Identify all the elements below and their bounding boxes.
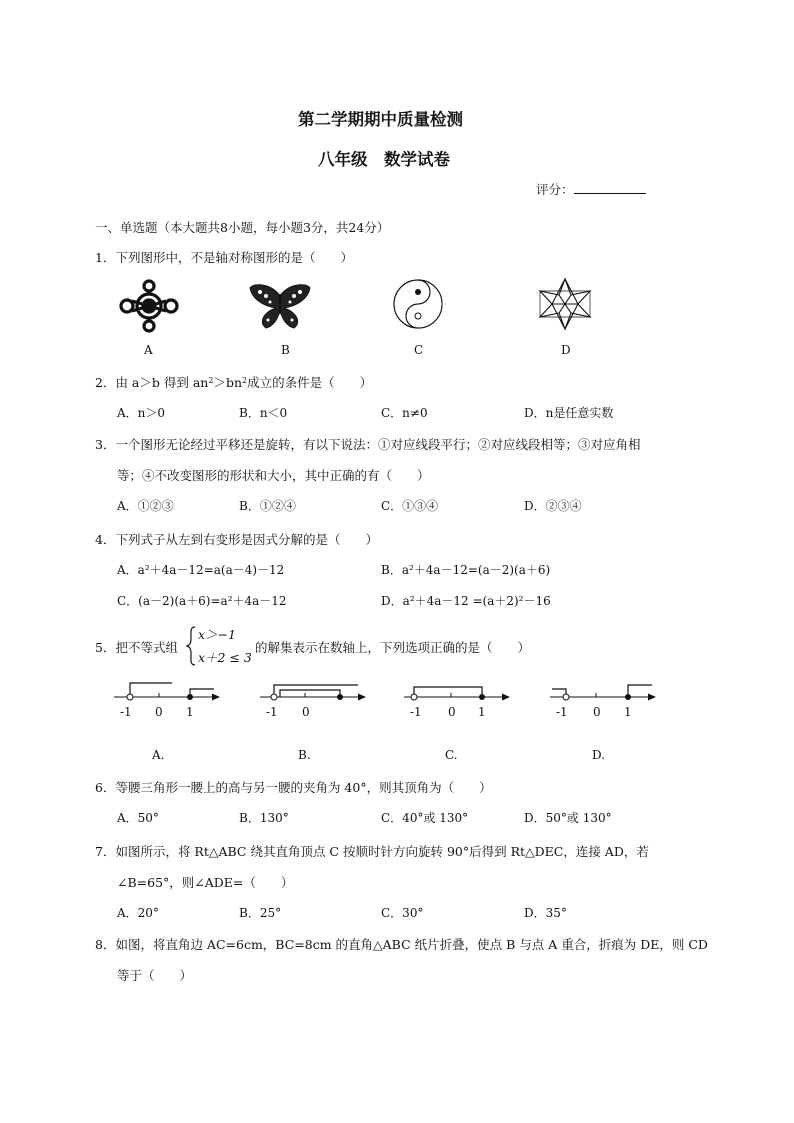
star-polyhedron-figure: [538, 277, 592, 331]
exam-title: 第二学期期中质量检测: [298, 110, 463, 129]
system-brace: [186, 626, 196, 666]
q2-option-d: D．n是任意实数: [524, 406, 614, 420]
butterfly-figure: [248, 282, 312, 330]
q5-label-a: A.: [152, 748, 165, 762]
nl-a-tick-0: 0: [155, 705, 163, 719]
q4-option-d: D．a²＋4a－12 =(a＋2)²－16: [381, 594, 551, 608]
q5-label-d: D.: [592, 748, 606, 762]
nl-c-tick-m1: -1: [410, 705, 422, 719]
question-4: 4．下列式子从左到右变形是因式分解的是（ ）: [95, 532, 378, 547]
question-8-line2: 等于（ ）: [117, 968, 193, 983]
q7-option-d: D．35°: [524, 906, 567, 920]
question-3-line1: 3．一个图形无论经过平移还是旋转，有以下说法：①对应线段平行；②对应线段相等；③对应角相: [95, 437, 641, 452]
q4-option-b: B．a²＋4a－12=(a－2)(a＋6): [381, 563, 551, 577]
score-blank: [574, 180, 646, 194]
q7-option-b: B．25°: [239, 906, 282, 920]
q7-option-c: C．30°: [381, 906, 424, 920]
q5-label-c: C.: [445, 748, 458, 762]
section-heading: 一、单选题（本大题共8小题，每小题3分，共24分）: [95, 220, 390, 235]
question-1: 1．下列图形中，不是轴对称图形的是（ ）: [95, 250, 353, 265]
nl-b-tick-m1: -1: [266, 705, 278, 719]
q5-label-b: B.: [298, 748, 311, 762]
nl-a-tick-m1: -1: [120, 705, 132, 719]
q2-text-b: ＞bn: [213, 375, 242, 390]
nl-b-tick-0: 0: [302, 705, 310, 719]
question-2: [95, 373, 372, 391]
exam-subtitle: 八年级 数学试卷: [318, 150, 450, 169]
score-label: 评分：: [536, 182, 574, 197]
q2-sup-2: 2: [242, 376, 248, 385]
q1-label-c: C: [414, 343, 424, 357]
q3-option-d: D．②③④: [524, 499, 582, 513]
q2-text-c: 成立的条件是（ ）: [247, 375, 373, 390]
q2-sup-1: 2: [208, 376, 214, 385]
chinese-knot-figure: [118, 279, 180, 333]
question-6: 6．等腰三角形一腰上的高与另一腰的夹角为 40°，则其顶角为（ ）: [95, 780, 492, 795]
q2-option-a: A．n＞0: [117, 406, 166, 420]
q2-option-c: C．n≠0: [381, 406, 428, 420]
q1-label-b: B: [281, 343, 290, 357]
q2-option-b: B．n＜0: [239, 406, 288, 420]
question-7-line1: 7．如图所示，将 Rt△ABC 绕其直角顶点 C 按顺时针方向旋转 90°后得到 Rt△DEC，连接 AD，若: [95, 844, 649, 859]
q2-text-a: 2．由 a＞b 得到 an: [95, 375, 209, 390]
q3-option-b: B．①②④: [239, 499, 296, 513]
q1-label-d: D: [561, 343, 571, 357]
q4-option-a: A．a²＋4a－12=a(a－4)－12: [117, 563, 285, 577]
q7-option-a: A．20°: [117, 906, 159, 920]
inequality-1: x＞−1: [198, 627, 236, 642]
q4-option-c: C．(a－2)(a＋6)=a²＋4a－12: [117, 594, 287, 608]
question-5-prefix: 5．把不等式组: [95, 640, 178, 655]
nl-d-tick-m1: -1: [556, 705, 568, 719]
q6-option-a: A．50°: [117, 811, 159, 825]
question-7-line2: ∠B=65°，则∠ADE=（ ）: [117, 875, 294, 890]
nl-d-tick-0: 0: [593, 705, 601, 719]
q3-option-c: C．①③④: [381, 499, 439, 513]
q6-option-c: C．40°或 130°: [381, 811, 469, 825]
nl-a-tick-1: 1: [186, 705, 194, 719]
question-3-line2: 等；④不改变图形的形状和大小，其中正确的有（ ）: [117, 468, 430, 483]
nl-d-tick-1: 1: [624, 705, 632, 719]
nl-c-tick-1: 1: [478, 705, 486, 719]
inequality-2: x＋2 ≤ 3: [198, 650, 252, 665]
q3-option-a: A．①②③: [117, 499, 174, 513]
q1-label-a: A: [144, 343, 153, 357]
yin-yang-figure: [392, 278, 444, 330]
q6-option-b: B．130°: [239, 811, 289, 825]
question-8-line1: 8．如图，将直角边 AC=6cm，BC=8cm 的直角△ABC 纸片折叠，使点 B 与点 A 重合，折痕为 DE，则 CD: [95, 937, 708, 952]
q6-option-d: D．50°或 130°: [524, 811, 612, 825]
score-field: [536, 180, 646, 198]
question-5-suffix: 的解集表示在数轴上，下列选项正确的是（ ）: [255, 640, 531, 655]
nl-c-tick-0: 0: [448, 705, 456, 719]
